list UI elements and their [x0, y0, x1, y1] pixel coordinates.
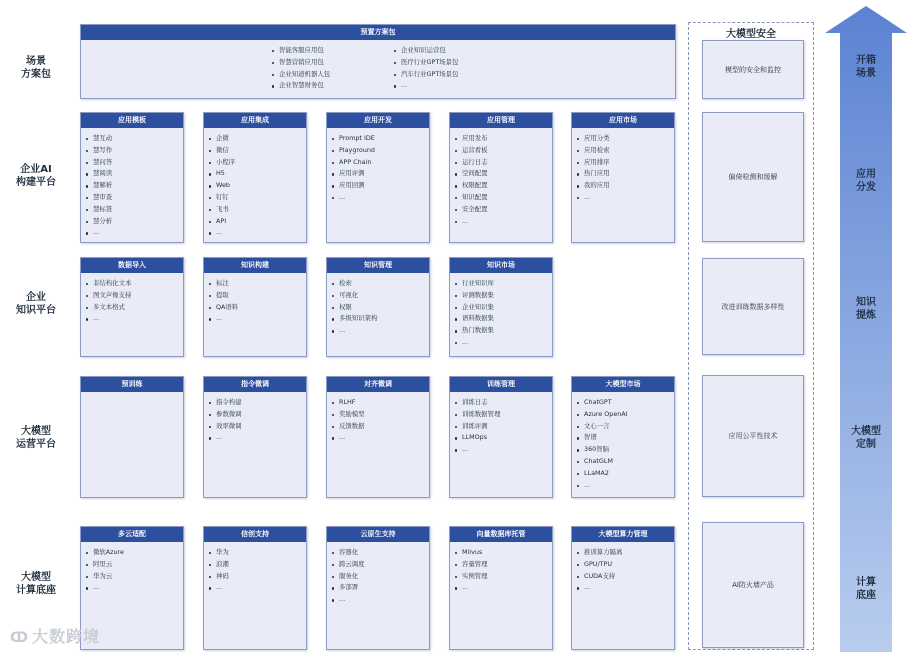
list-item: 微软Azure — [93, 547, 179, 559]
arrow-label-compute — [828, 576, 904, 602]
module-title: 对齐微调 — [327, 377, 429, 392]
list-item: 医疗行业GPT场景包 — [401, 57, 511, 69]
list-item: 跨云调度 — [339, 559, 425, 571]
module-title: 知识市场 — [450, 258, 552, 273]
security-item-label: 偏倚检测和缓解 — [728, 173, 778, 181]
module-item-list — [327, 542, 429, 606]
module-item-list — [572, 128, 674, 204]
module-box — [449, 376, 553, 498]
list-item: QA语料 — [216, 302, 302, 314]
module-item-list — [204, 542, 306, 594]
list-item: 应用检索 — [584, 145, 670, 157]
list-item: 企业知识运营包 — [401, 45, 511, 57]
list-item: 安全配置 — [462, 204, 548, 216]
module-box — [80, 376, 184, 498]
list-item: 慧问答 — [93, 157, 179, 169]
list-item: ... — [462, 337, 548, 349]
arrow-label-line1: 应用 — [856, 169, 876, 180]
list-item: 热门数据集 — [462, 325, 548, 337]
module-box — [326, 257, 430, 357]
list-item: 训练评测 — [462, 421, 548, 433]
module-title: 应用管理 — [450, 113, 552, 128]
list-item: 慧互动 — [93, 133, 179, 145]
list-item: ... — [216, 227, 302, 239]
list-item: ... — [462, 582, 548, 594]
module-item-list — [81, 542, 183, 594]
list-item: 我的应用 — [584, 180, 670, 192]
list-item: 运行日志 — [462, 157, 548, 169]
module-box — [80, 112, 184, 243]
arrow-label-distribution — [828, 168, 904, 194]
list-item: 企业知道机器人包 — [279, 69, 389, 81]
arrow-label-line1: 大模型 — [851, 426, 881, 437]
module-box — [571, 112, 675, 243]
list-item: 热门应用 — [584, 168, 670, 180]
list-item: ... — [93, 582, 179, 594]
list-item: 多文本格式 — [93, 302, 179, 314]
list-item: 非结构化文本 — [93, 278, 179, 290]
list-item: 提取 — [216, 290, 302, 302]
module-title: 应用市场 — [572, 113, 674, 128]
arrow-label-customize — [828, 425, 904, 451]
module-title: 应用模板 — [81, 113, 183, 128]
module-item-list — [81, 392, 183, 397]
list-item: 文心一言 — [584, 421, 670, 433]
list-item: ... — [216, 582, 302, 594]
list-item: 知识配置 — [462, 192, 548, 204]
list-item: 企业智慧财务包 — [279, 80, 389, 92]
list-item: Milvus — [462, 547, 548, 559]
module-item-list — [204, 392, 306, 444]
row-label-line2: 知识平台 — [16, 305, 56, 316]
arrow-label-knowledge — [828, 296, 904, 322]
list-item: 应用分类 — [584, 133, 670, 145]
preset-list-right — [389, 40, 511, 92]
list-item: 可视化 — [339, 290, 425, 302]
arrow-label-line2: 提炼 — [856, 310, 876, 321]
list-item: ChatGLM — [584, 456, 670, 468]
module-item-list — [450, 542, 552, 594]
module-title: 多云适配 — [81, 527, 183, 542]
data-diversity-box — [702, 258, 804, 355]
list-item: ... — [216, 432, 302, 444]
module-item-list — [450, 273, 552, 349]
arrow-label-line1: 计算 — [856, 577, 876, 588]
list-item: 企业知识集 — [462, 302, 548, 314]
arrow-label-line2: 定制 — [856, 439, 876, 450]
list-item: Prompt IDE — [339, 133, 425, 145]
row-label-compute-base — [0, 571, 72, 597]
list-item: 应用评测 — [339, 168, 425, 180]
security-title: 大模型安全 — [726, 29, 776, 40]
list-item: 运营看板 — [462, 145, 548, 157]
row-label-line2: 计算底座 — [16, 585, 56, 596]
list-item: 华为云 — [93, 571, 179, 583]
list-item: 慧写作 — [93, 145, 179, 157]
list-item: 应用排序 — [584, 157, 670, 169]
list-item: 智能客服应用包 — [279, 45, 389, 57]
bias-detection-box — [702, 112, 804, 242]
arrow-label-scene — [828, 54, 904, 80]
module-title: 应用集成 — [204, 113, 306, 128]
list-item: ... — [584, 192, 670, 204]
list-item: 容量管理 — [462, 559, 548, 571]
arrow-label-line2: 场景 — [856, 68, 876, 79]
security-item-label: 改进训练数据多样性 — [721, 302, 785, 311]
list-item: 神码 — [216, 571, 302, 583]
security-item-label: 模型的安全和监控 — [725, 65, 781, 74]
list-item: 阿里云 — [93, 559, 179, 571]
list-item: RLHF — [339, 397, 425, 409]
module-title: 信创支持 — [204, 527, 306, 542]
list-item: ... — [584, 480, 670, 492]
module-item-list — [572, 542, 674, 594]
list-item: 多部署 — [339, 582, 425, 594]
module-title: 指令微调 — [204, 377, 306, 392]
list-item: ... — [401, 80, 511, 92]
list-item: LLaMA2 — [584, 468, 670, 480]
row-label-line1: 企业 — [26, 292, 46, 303]
row-label-line1: 场景 — [26, 56, 46, 67]
module-item-list — [450, 392, 552, 456]
list-item: 效率微调 — [216, 421, 302, 433]
module-item-list — [450, 128, 552, 227]
module-box — [326, 376, 430, 498]
row-label-line1: 大模型 — [21, 426, 51, 437]
arrow-label-line1: 知识 — [856, 297, 876, 308]
list-item: 奖励模型 — [339, 409, 425, 421]
list-item: 评测数据集 — [462, 290, 548, 302]
module-box — [449, 257, 553, 357]
list-item: GPU/TPU — [584, 559, 670, 571]
row-label-knowledge-platform — [0, 291, 72, 317]
row-label-line1: 企业AI — [20, 164, 52, 175]
list-item: H5 — [216, 168, 302, 180]
row-label-ai-platform — [0, 163, 72, 189]
list-item: 训练数据管理 — [462, 409, 548, 421]
preset-package-title: 预置方案包 — [81, 25, 675, 40]
list-item: Web — [216, 180, 302, 192]
module-item-list — [204, 273, 306, 325]
watermark-logo-icon: ↀ — [10, 630, 30, 646]
module-box — [571, 376, 675, 498]
watermark-text: 大数跨境 — [32, 627, 101, 646]
module-box — [203, 526, 307, 650]
list-item: Azure OpenAI — [584, 409, 670, 421]
preset-package-box — [80, 24, 676, 99]
list-item: ... — [584, 582, 670, 594]
module-box — [571, 526, 675, 650]
list-item: ... — [462, 444, 548, 456]
module-box — [326, 112, 430, 243]
module-title: 数据导入 — [81, 258, 183, 273]
module-box — [203, 376, 307, 498]
arrow-label-line2: 底座 — [856, 590, 876, 601]
module-title: 预训练 — [81, 377, 183, 392]
list-item: 反馈数据 — [339, 421, 425, 433]
list-item: 慧解析 — [93, 180, 179, 192]
list-item: 容器化 — [339, 547, 425, 559]
list-item: 慧分析 — [93, 216, 179, 228]
module-item-list — [327, 273, 429, 337]
module-box — [203, 257, 307, 357]
arrow-label-line1: 开箱 — [856, 55, 876, 66]
list-item: 图文声像支持 — [93, 290, 179, 302]
module-title: 大模型算力管理 — [572, 527, 674, 542]
module-title: 云原生支持 — [327, 527, 429, 542]
list-item: 应用回测 — [339, 180, 425, 192]
module-item-list — [81, 273, 183, 325]
row-label-line1: 大模型 — [21, 572, 51, 583]
list-item: ChatGPT — [584, 397, 670, 409]
list-item: ... — [339, 432, 425, 444]
module-box — [203, 112, 307, 243]
module-title: 知识管理 — [327, 258, 429, 273]
row-label-scenario — [0, 55, 72, 81]
module-item-list — [327, 128, 429, 204]
list-item: 空间配置 — [462, 168, 548, 180]
list-item: 参数微调 — [216, 409, 302, 421]
list-item: 慧审查 — [93, 192, 179, 204]
list-item: 推训算力隔离 — [584, 547, 670, 559]
list-item: 服务化 — [339, 571, 425, 583]
module-box — [326, 526, 430, 650]
security-item-label: AI防火墙产品 — [732, 581, 774, 589]
list-item: 飞书 — [216, 204, 302, 216]
list-item: 训练日志 — [462, 397, 548, 409]
list-item: CUDA支持 — [584, 571, 670, 583]
list-item: 慧标签 — [93, 204, 179, 216]
list-item: ... — [462, 216, 548, 228]
list-item: ... — [339, 192, 425, 204]
row-label-line2: 运营平台 — [16, 439, 56, 450]
list-item: 语料数据集 — [462, 313, 548, 325]
module-title: 向量数据库托管 — [450, 527, 552, 542]
list-item: 指令构建 — [216, 397, 302, 409]
list-item: ... — [93, 227, 179, 239]
preset-list-left — [267, 40, 389, 92]
module-box — [80, 257, 184, 357]
security-monitoring-box — [702, 40, 804, 99]
list-item: 应用发布 — [462, 133, 548, 145]
security-item-label: 应用公平性技术 — [728, 432, 778, 440]
row-label-ops-platform — [0, 425, 72, 451]
fairness-box — [702, 375, 804, 497]
module-item-list — [204, 128, 306, 239]
module-box — [449, 112, 553, 243]
list-item: 360智脑 — [584, 444, 670, 456]
list-item: ... — [93, 313, 179, 325]
list-item: 慧阅读 — [93, 168, 179, 180]
list-item: Playground — [339, 145, 425, 157]
list-item: 企微 — [216, 133, 302, 145]
list-item: ... — [339, 594, 425, 606]
list-item: ... — [339, 325, 425, 337]
list-item: 浪潮 — [216, 559, 302, 571]
list-item: 小程序 — [216, 157, 302, 169]
list-item: 钉钉 — [216, 192, 302, 204]
list-item: 行业知识库 — [462, 278, 548, 290]
row-label-line2: 方案包 — [21, 69, 51, 80]
arrow-shape — [825, 6, 907, 652]
upward-arrow — [823, 4, 907, 654]
list-item: 实例管理 — [462, 571, 548, 583]
list-item: 权限配置 — [462, 180, 548, 192]
row-label-line2: 构建平台 — [16, 177, 56, 188]
list-item: 智谱 — [584, 432, 670, 444]
list-item: 多级知识架构 — [339, 313, 425, 325]
list-item: 检索 — [339, 278, 425, 290]
list-item: ... — [216, 313, 302, 325]
module-title: 应用开发 — [327, 113, 429, 128]
list-item: 智慧营销应用包 — [279, 57, 389, 69]
list-item: 权限 — [339, 302, 425, 314]
module-title: 大模型市场 — [572, 377, 674, 392]
list-item: 汽车行业GPT场景包 — [401, 69, 511, 81]
module-item-list — [572, 392, 674, 491]
list-item: 标注 — [216, 278, 302, 290]
arrow-label-line2: 分发 — [856, 182, 876, 193]
module-item-list — [327, 392, 429, 444]
module-title: 训练管理 — [450, 377, 552, 392]
module-item-list — [81, 128, 183, 239]
module-title: 知识构建 — [204, 258, 306, 273]
watermark — [10, 624, 100, 647]
list-item: 微信 — [216, 145, 302, 157]
list-item: API — [216, 216, 302, 228]
ai-firewall-box — [702, 522, 804, 648]
list-item: LLMOps — [462, 432, 548, 444]
list-item: APP Chain — [339, 157, 425, 169]
list-item: 华为 — [216, 547, 302, 559]
module-box — [449, 526, 553, 650]
